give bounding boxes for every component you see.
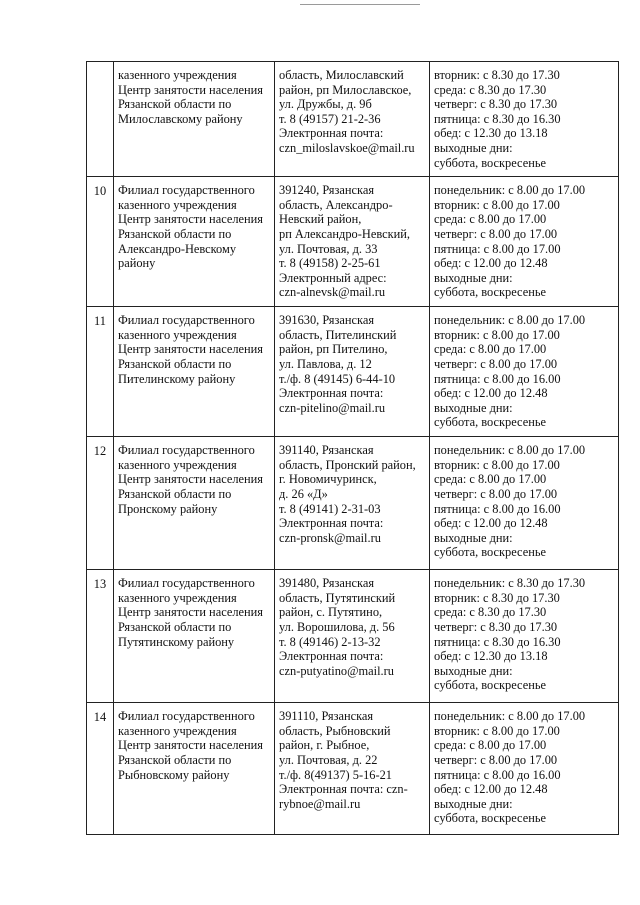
hours-line: пятница: с 8.00 до 17.00: [434, 241, 561, 256]
address-line: г. Новомичуринск,: [279, 472, 377, 487]
address-line: czn-alnevsk@mail.ru: [279, 285, 386, 300]
address-line: rybnoe@mail.ru: [279, 796, 361, 811]
address-line: Электронная почта:: [279, 126, 384, 141]
row-number: [87, 62, 114, 177]
address-line: Электронная почта: czn-: [279, 782, 408, 797]
hours-line: выходные дни:: [434, 400, 513, 415]
hours-line: пятница: с 8.00 до 16.00: [434, 767, 561, 782]
row-number: 14: [87, 703, 114, 835]
hours-line: понедельник: с 8.00 до 17.00: [434, 313, 586, 328]
branch-name-line: Пронскому району: [118, 501, 218, 516]
hours-line: суббота, воскресенье: [434, 811, 546, 826]
address-line: 391630, Рязанская: [279, 313, 375, 328]
branch-name-line: казенного учреждения: [118, 327, 237, 342]
hours-line: суббота, воскресенье: [434, 155, 546, 170]
branch-address: [275, 62, 430, 177]
address-line: область, Пителинский: [279, 327, 397, 342]
address-line: Электронная почта:: [279, 649, 384, 664]
address-line: т. 8 (49158) 2-25-61: [279, 256, 381, 271]
working-hours: [430, 703, 619, 835]
table-row: [87, 62, 619, 177]
table-row: [87, 437, 619, 570]
hours-line: вторник: с 8.30 до 17.30: [434, 68, 560, 82]
branch-name-line: Центр занятости населения: [118, 738, 263, 753]
branch-name-line: Рязанской области по: [118, 356, 232, 371]
branch-name-line: казенного учреждения: [118, 68, 237, 82]
hours-line: среда: с 8.00 до 17.00: [434, 212, 547, 227]
branch-name-line: Рязанской области по: [118, 752, 232, 767]
hours-line: обед: с 12.00 до 12.48: [434, 516, 548, 531]
hours-line: выходные дни:: [434, 663, 513, 678]
row-number: 10: [87, 177, 114, 307]
hours-line: понедельник: с 8.00 до 17.00: [434, 443, 586, 458]
hours-line: четверг: с 8.30 до 17.30: [434, 619, 558, 634]
address-line: ул. Дружбы, д. 9б: [279, 97, 372, 112]
address-line: czn-putyatino@mail.ru: [279, 663, 394, 678]
working-hours: [430, 177, 619, 307]
hours-line: понедельник: с 8.30 до 17.30: [434, 576, 586, 591]
hours-line: четверг: с 8.00 до 17.00: [434, 486, 558, 501]
branch-address: [275, 703, 430, 835]
hours-line: выходные дни:: [434, 796, 513, 811]
hours-line: понедельник: с 8.00 до 17.00: [434, 709, 586, 724]
branch-address: [275, 570, 430, 703]
hours-line: среда: с 8.30 до 17.30: [434, 605, 547, 620]
branch-name: [114, 62, 275, 177]
hours-line: пятница: с 8.30 до 16.30: [434, 634, 561, 649]
address-line: Электронный адрес:: [279, 270, 387, 285]
table-row: [87, 703, 619, 835]
hours-line: пятница: с 8.30 до 16.30: [434, 111, 561, 126]
hours-line: вторник: с 8.30 до 17.30: [434, 590, 560, 605]
address-line: т. 8 (49146) 2-13-32: [279, 634, 381, 649]
address-line: ул. Почтовая, д. 33: [279, 241, 378, 256]
address-line: район, рп Милославское,: [279, 82, 412, 97]
address-line: ул. Павлова, д. 12: [279, 356, 372, 371]
hours-line: выходные дни:: [434, 140, 513, 155]
hours-line: четверг: с 8.00 до 17.00: [434, 356, 558, 371]
address-line: 391240, Рязанская: [279, 183, 375, 198]
branch-name: [114, 437, 275, 570]
address-line: область, Милославский: [279, 68, 404, 82]
hours-line: среда: с 8.00 до 17.00: [434, 738, 547, 753]
hours-line: вторник: с 8.00 до 17.00: [434, 327, 560, 342]
address-line: Электронная почта:: [279, 386, 384, 401]
branch-name-line: казенного учреждения: [118, 723, 237, 738]
address-line: 391140, Рязанская: [279, 443, 374, 458]
branch-name-line: Рязанской области по: [118, 619, 232, 634]
branch-name-line: Рязанской области по: [118, 486, 232, 501]
row-number: 12: [87, 437, 114, 570]
hours-line: четверг: с 8.00 до 17.00: [434, 752, 558, 767]
branch-name-line: казенного учреждения: [118, 197, 237, 212]
branch-name-line: Центр занятости населения: [118, 212, 263, 227]
hours-line: понедельник: с 8.00 до 17.00: [434, 183, 586, 198]
branch-name-line: Центр занятости населения: [118, 342, 263, 357]
hours-line: суббота, воскресенье: [434, 285, 546, 300]
address-line: т./ф. 8(49137) 5-16-21: [279, 767, 392, 782]
branch-name-line: Центр занятости населения: [118, 605, 263, 620]
address-line: область, Путятинский: [279, 590, 396, 605]
working-hours: [430, 307, 619, 437]
address-line: д. 26 «Д»: [279, 486, 328, 501]
address-line: т./ф. 8 (49145) 6-44-10: [279, 371, 396, 386]
hours-line: среда: с 8.30 до 17.30: [434, 82, 547, 97]
hours-line: вторник: с 8.00 до 17.00: [434, 457, 560, 472]
branch-name-line: Рыбновскому району: [118, 767, 230, 782]
address-line: czn-pitelino@mail.ru: [279, 400, 386, 415]
address-line: рп Александро-Невский,: [279, 226, 410, 241]
branch-name: [114, 177, 275, 307]
branch-name-line: Филиал государственного: [118, 576, 255, 591]
address-line: т. 8 (49157) 21-2-36: [279, 111, 381, 126]
address-line: район, рп Пителино,: [279, 342, 388, 357]
address-line: 391480, Рязанская: [279, 576, 375, 591]
branch-name: [114, 703, 275, 835]
branch-name-line: казенного учреждения: [118, 590, 237, 605]
branch-name-line: Центр занятости населения: [118, 472, 263, 487]
hours-line: суббота, воскресенье: [434, 415, 546, 430]
branch-name-line: Рязанской области по: [118, 97, 232, 112]
hours-line: обед: с 12.00 до 12.48: [434, 386, 548, 401]
branch-name-line: Центр занятости населения: [118, 82, 263, 97]
hours-line: вторник: с 8.00 до 17.00: [434, 723, 560, 738]
branch-name-line: Милославскому району: [118, 111, 243, 126]
branch-name-line: Путятинскому району: [118, 634, 235, 649]
table-body: [87, 62, 619, 835]
working-hours: [430, 437, 619, 570]
branch-name-line: Филиал государственного: [118, 709, 255, 724]
hours-line: среда: с 8.00 до 17.00: [434, 472, 547, 487]
branch-name-line: району: [118, 256, 156, 271]
scan-edge-line: [300, 4, 420, 5]
branch-name-line: Филиал государственного: [118, 183, 255, 198]
address-line: область, Пронский район,: [279, 457, 416, 472]
address-line: область, Рыбновский: [279, 723, 391, 738]
branch-address: [275, 177, 430, 307]
address-line: Невский район,: [279, 212, 362, 227]
branch-name-line: Филиал государственного: [118, 313, 255, 328]
hours-line: обед: с 12.00 до 12.48: [434, 256, 548, 271]
branch-name: [114, 570, 275, 703]
address-line: т. 8 (49141) 2-31-03: [279, 501, 381, 516]
branch-name-line: Филиал государственного: [118, 443, 255, 458]
hours-line: обед: с 12.30 до 13.18: [434, 126, 548, 141]
hours-line: суббота, воскресенье: [434, 678, 546, 693]
branch-name-line: Рязанской области по: [118, 226, 232, 241]
address-line: 391110, Рязанская: [279, 709, 374, 724]
working-hours: [430, 62, 619, 177]
hours-line: четверг: с 8.30 до 17.30: [434, 97, 558, 112]
table-row: [87, 177, 619, 307]
row-number: 11: [87, 307, 114, 437]
hours-line: обед: с 12.00 до 12.48: [434, 782, 548, 797]
hours-line: суббота, воскресенье: [434, 545, 546, 560]
hours-line: четверг: с 8.00 до 17.00: [434, 226, 558, 241]
address-line: czn-pronsk@mail.ru: [279, 530, 381, 545]
hours-line: выходные дни:: [434, 270, 513, 285]
address-line: Электронная почта:: [279, 516, 384, 531]
address-line: ул. Ворошилова, д. 56: [279, 619, 395, 634]
branch-name-line: казенного учреждения: [118, 457, 237, 472]
hours-line: вторник: с 8.00 до 17.00: [434, 197, 560, 212]
table-row: [87, 307, 619, 437]
hours-line: среда: с 8.00 до 17.00: [434, 342, 547, 357]
branch-name-line: Александро-Невскому: [118, 241, 237, 256]
address-line: ул. Почтовая, д. 22: [279, 752, 378, 767]
address-line: район, с. Путятино,: [279, 605, 383, 620]
branch-name: [114, 307, 275, 437]
hours-line: пятница: с 8.00 до 16.00: [434, 371, 561, 386]
hours-line: обед: с 12.30 до 13.18: [434, 649, 548, 664]
branch-address: [275, 437, 430, 570]
branch-name-line: Пителинскому району: [118, 371, 236, 386]
hours-line: выходные дни:: [434, 530, 513, 545]
address-line: czn_miloslavskoe@mail.ru: [279, 140, 415, 155]
row-number: 13: [87, 570, 114, 703]
working-hours: [430, 570, 619, 703]
address-line: область, Александро-: [279, 197, 393, 212]
branch-address: [275, 307, 430, 437]
address-line: район, г. Рыбное,: [279, 738, 370, 753]
hours-line: пятница: с 8.00 до 16.00: [434, 501, 561, 516]
table-row: [87, 570, 619, 703]
employment-centers-table: [86, 61, 619, 835]
